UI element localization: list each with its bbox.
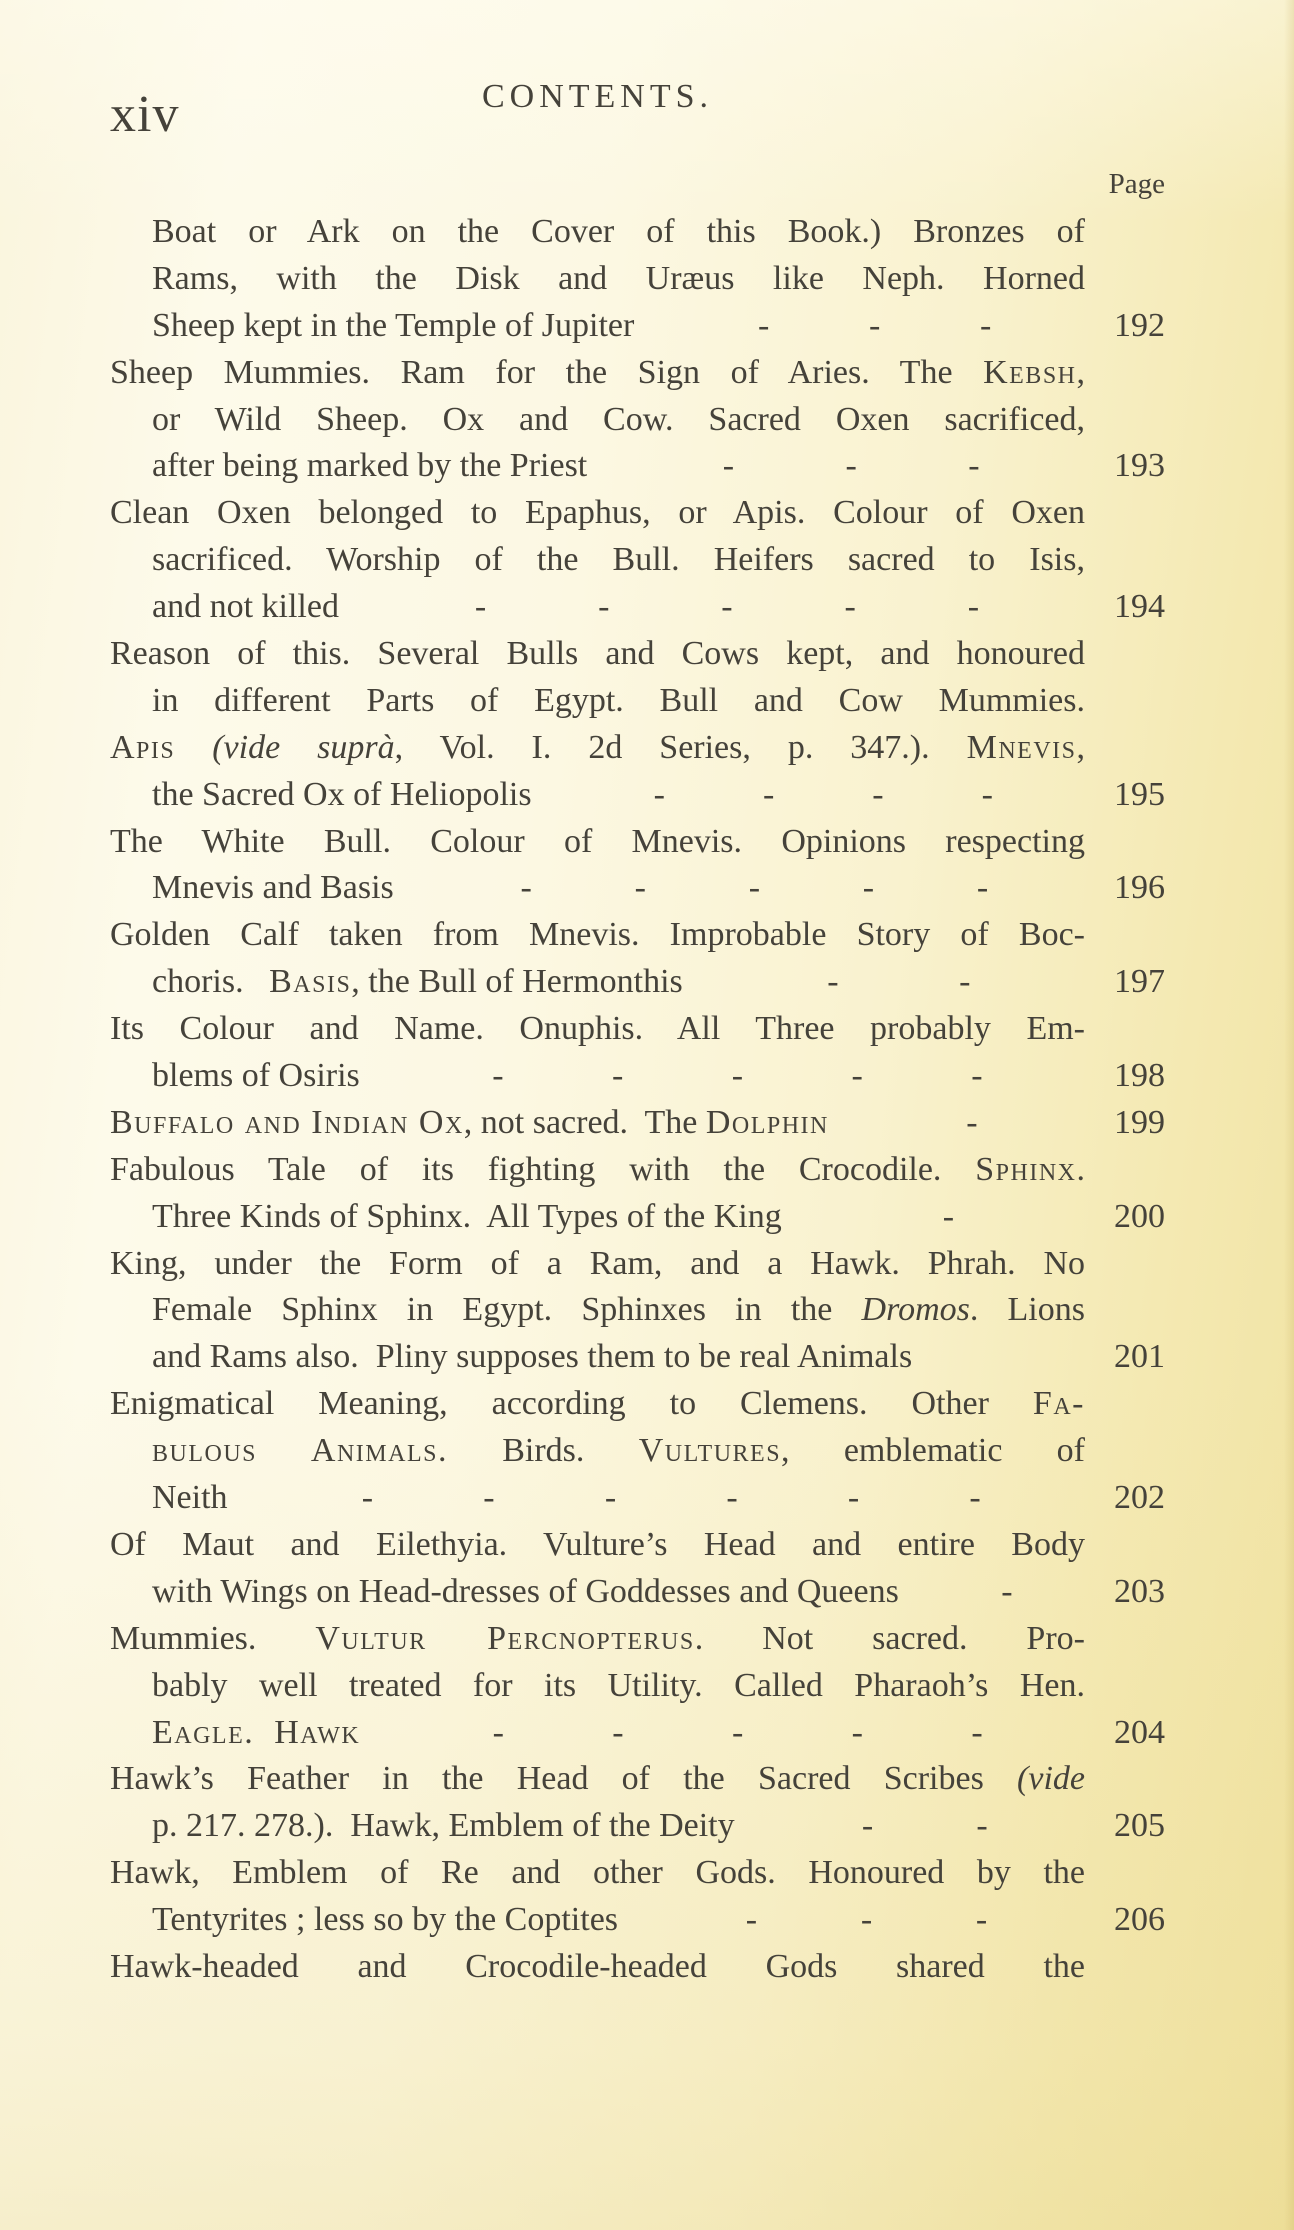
toc-entry-segment: Sphinx bbox=[975, 1150, 1077, 1188]
toc-entry-segment: Of Maut and Eilethyia. Vulture’s Head and entire Body bbox=[110, 1525, 1085, 1563]
toc-entry-segment: Mnevis and Basis bbox=[152, 869, 394, 907]
toc-entry-segment: (vide bbox=[1017, 1760, 1085, 1798]
leader-dashes bbox=[618, 1897, 1107, 1944]
leader-dash: - bbox=[845, 447, 857, 485]
toc-entry-text bbox=[152, 1194, 782, 1241]
leader-dash: - bbox=[634, 869, 646, 907]
leader-dash: - bbox=[731, 1057, 744, 1095]
toc-line bbox=[152, 256, 1085, 303]
leader-dash: - bbox=[361, 1479, 374, 1517]
leader-dash: - bbox=[976, 869, 989, 907]
toc-entry-segment: and not killed bbox=[152, 588, 339, 626]
toc-entry-text bbox=[110, 1948, 1085, 1985]
toc-entry-segment: (vide suprà bbox=[212, 728, 395, 766]
toc-entry-text bbox=[152, 1897, 618, 1944]
leader-dash: - bbox=[762, 775, 775, 813]
toc-entry-text bbox=[152, 1667, 1085, 1704]
toc-line bbox=[110, 1522, 1085, 1569]
toc-entry-text bbox=[110, 1526, 1085, 1563]
toc-entry-text bbox=[110, 729, 1085, 766]
toc-entry-segment: Tentyrites ; less so by the Coptites bbox=[152, 1901, 619, 1939]
toc-line bbox=[110, 819, 1085, 866]
leader-dash: - bbox=[611, 1057, 624, 1095]
leader-dash: - bbox=[604, 1479, 617, 1517]
toc-lines bbox=[110, 209, 1165, 1991]
leader-dash: - bbox=[861, 1807, 874, 1845]
toc-entry-text bbox=[152, 1053, 360, 1100]
toc-line bbox=[110, 1803, 1165, 1850]
toc-entry-segment: Neith bbox=[152, 1479, 228, 1517]
toc-line bbox=[110, 490, 1085, 537]
toc-entry-segment: Rams, with the Disk and Uræus like Neph. Horned bbox=[152, 259, 1085, 297]
toc-entry-text bbox=[152, 1710, 360, 1757]
toc-entry-text bbox=[152, 1475, 228, 1522]
leader-dash: - bbox=[981, 775, 993, 813]
page-number-value: 205 bbox=[1114, 1807, 1165, 1845]
toc-entry-segment: Hawk-headed and Crocodile-headed Gods shared the bbox=[110, 1947, 1085, 1985]
page-number-value: 204 bbox=[1114, 1713, 1165, 1751]
toc-entry-segment: with Wings on Head-dresses of Goddesses and Queens bbox=[152, 1572, 899, 1610]
page-number-value: 193 bbox=[1114, 447, 1165, 485]
toc-entry-segment: Vultures bbox=[638, 1432, 782, 1470]
toc-entry-segment: Kebsh bbox=[983, 353, 1077, 391]
leader-dashes bbox=[532, 772, 1107, 819]
leader-dash: - bbox=[748, 869, 761, 907]
leader-dashes bbox=[360, 1053, 1107, 1100]
toc-entry-text bbox=[152, 1569, 899, 1616]
toc-entry-segment: Hawk’s Feather in the Head of the Sacred Scribes bbox=[110, 1760, 1018, 1798]
toc-line bbox=[110, 1756, 1085, 1803]
leader-dash: - bbox=[847, 1479, 860, 1517]
leader-dash: - bbox=[483, 1479, 495, 1517]
leader-dash: - bbox=[968, 447, 980, 485]
toc-entry-segment: Dromos bbox=[861, 1291, 970, 1329]
toc-entry-text bbox=[152, 682, 1085, 719]
toc-line bbox=[152, 678, 1085, 725]
leader-dash: - bbox=[721, 588, 733, 626]
toc-entry-text bbox=[110, 1385, 1085, 1422]
toc-entry-segment: Enigmatical Meaning, according to Clemens. Other bbox=[110, 1385, 1033, 1423]
leader-dash: - bbox=[726, 1479, 738, 1517]
contents-heading: CONTENTS. bbox=[481, 78, 714, 115]
toc-entry-segment: Golden Calf taken from Mnevis. Improbable Story of Boc- bbox=[110, 916, 1085, 954]
toc-entry-segment: Buffalo and Indian Ox bbox=[110, 1103, 464, 1141]
page-number-value: 194 bbox=[1114, 588, 1165, 626]
toc-entry-segment: Birds. bbox=[447, 1432, 639, 1470]
leader-dash: - bbox=[851, 1057, 863, 1095]
toc-line bbox=[110, 584, 1165, 631]
toc-entry-segment: choris. bbox=[152, 963, 270, 1001]
toc-line bbox=[110, 1944, 1085, 1991]
leader-dashes bbox=[394, 865, 1107, 912]
toc-line bbox=[110, 303, 1165, 350]
toc-line bbox=[110, 725, 1085, 772]
leader-dashes bbox=[899, 1569, 1107, 1616]
leader-dashes bbox=[360, 1710, 1107, 1757]
toc-line bbox=[110, 1194, 1165, 1241]
toc-entry-segment: King, under the Form of a Ram, and a Hawk. Phrah. No bbox=[110, 1244, 1085, 1282]
toc-line bbox=[110, 1006, 1085, 1053]
leader-dashes bbox=[683, 959, 1107, 1006]
toc-entry-text bbox=[110, 916, 1085, 953]
toc-entry-text bbox=[110, 494, 1085, 531]
leader-dash: - bbox=[971, 1713, 983, 1751]
toc-entry-segment: after being marked by the Priest bbox=[152, 447, 588, 485]
leader-dash: - bbox=[975, 1901, 988, 1939]
toc-entry-segment: or Wild Sheep. Ox and Cow. Sacred Oxen sacrificed, bbox=[152, 400, 1085, 438]
page-column-label: Page bbox=[1108, 168, 1165, 200]
toc-line bbox=[110, 1710, 1165, 1757]
toc-line bbox=[110, 443, 1165, 490]
toc-entry-text bbox=[110, 1245, 1085, 1282]
toc-line bbox=[110, 1897, 1165, 1944]
toc-entry-text bbox=[152, 443, 587, 490]
page-number-value: 195 bbox=[1114, 775, 1165, 813]
toc-entry-segment: , bbox=[1076, 353, 1085, 391]
toc-line bbox=[110, 1053, 1165, 1100]
leader-dash: - bbox=[966, 1103, 978, 1141]
toc-entry-segment: the Sacred Ox of Heliopolis bbox=[152, 775, 532, 813]
toc-entry-text bbox=[152, 401, 1085, 438]
toc-entry-segment: in different Parts of Egypt. Bull and Cow Mummies. bbox=[152, 681, 1085, 719]
toc-entry-segment: Fabulous Tale of its fighting with the Crocodile. bbox=[110, 1150, 976, 1188]
toc-entry-segment: p. 217. 278.). Hawk, Emblem of the Deity bbox=[152, 1807, 735, 1845]
page-number-value: 196 bbox=[1114, 869, 1165, 907]
toc-line bbox=[110, 631, 1085, 678]
toc-line bbox=[110, 1147, 1085, 1194]
leader-dash: - bbox=[976, 1807, 988, 1845]
toc-entry-segment: , bbox=[1076, 728, 1085, 766]
toc-line bbox=[110, 865, 1165, 912]
toc-entry-segment: . Lions bbox=[969, 1291, 1085, 1329]
leader-dash: - bbox=[492, 1057, 504, 1095]
toc-entry-segment: Three Kinds of Sphinx. All Types of the King bbox=[152, 1197, 782, 1235]
leader-dash: - bbox=[827, 963, 839, 1001]
toc-line bbox=[110, 1334, 1165, 1381]
leader-dash: - bbox=[860, 1901, 873, 1939]
leader-dashes bbox=[735, 1803, 1107, 1850]
toc-entry-segment: sacrificed. Worship of the Bull. Heifers sacred to Isis, bbox=[152, 541, 1085, 579]
toc-entry-segment: Hawk, Emblem of Re and other Gods. Honoured by the bbox=[110, 1854, 1085, 1892]
toc-entry-text bbox=[152, 865, 394, 912]
toc-entry-segment: . bbox=[1076, 1150, 1085, 1188]
page-number-value: 202 bbox=[1114, 1479, 1165, 1517]
toc-entry-segment: , emblematic of bbox=[781, 1432, 1085, 1470]
toc-line bbox=[110, 1569, 1165, 1616]
toc-line bbox=[110, 350, 1085, 397]
toc-entry-segment: and Rams also. Pliny supposes them to be real Animals bbox=[152, 1338, 913, 1376]
toc-entry-segment: The White Bull. Colour of Mnevis. Opinions respecting bbox=[110, 822, 1085, 860]
toc-line bbox=[152, 537, 1085, 584]
leader-dash: - bbox=[980, 306, 992, 344]
leader-dash: - bbox=[745, 1901, 758, 1939]
toc-entry-text bbox=[152, 584, 339, 631]
leader-dash: - bbox=[869, 306, 881, 344]
toc-line bbox=[110, 1475, 1165, 1522]
toc-entry-segment: Vultur Percnopterus bbox=[315, 1619, 695, 1657]
toc-entry-text bbox=[152, 1803, 735, 1850]
toc-entry-segment: Dolphin bbox=[705, 1103, 829, 1141]
toc-entry-text bbox=[110, 1760, 1085, 1797]
toc-line bbox=[110, 1241, 1085, 1288]
toc-entry-text bbox=[110, 823, 1085, 860]
toc-line bbox=[110, 1616, 1085, 1663]
toc-entry-text bbox=[152, 772, 532, 819]
leader-dash: - bbox=[520, 869, 532, 907]
folio-page-number: xiv bbox=[110, 86, 180, 143]
toc-entry-text bbox=[152, 1432, 1085, 1469]
leader-dash: - bbox=[474, 588, 487, 626]
toc-entry-text bbox=[152, 541, 1085, 578]
leader-dash: - bbox=[758, 306, 770, 344]
leader-dash: - bbox=[653, 775, 665, 813]
toc-entry-text bbox=[110, 1854, 1085, 1891]
leader-dash: - bbox=[969, 1479, 981, 1517]
toc-entry-segment bbox=[175, 729, 212, 766]
toc-entry-segment: bably well treated for its Utility. Called Pharaoh’s Hen. bbox=[152, 1666, 1085, 1704]
page-number-value: 199 bbox=[1114, 1103, 1165, 1141]
toc-entry-text bbox=[152, 1334, 912, 1381]
leader-dash: - bbox=[971, 1057, 983, 1095]
toc-entry-segment: Female Sphinx in Egypt. Sphinxes in the bbox=[152, 1291, 862, 1329]
toc-line bbox=[152, 1663, 1085, 1710]
toc-entry-text bbox=[110, 354, 1085, 391]
toc-entry-text bbox=[152, 959, 683, 1006]
toc-entry-segment: Eagle. Hawk bbox=[152, 1713, 361, 1751]
page-number-value: 201 bbox=[1114, 1338, 1165, 1376]
toc-entry-text bbox=[110, 1620, 1085, 1657]
toc-entry-segment: Sheep Mummies. Ram for the Sign of Aries. The bbox=[110, 353, 984, 391]
toc-entry-segment: Apis bbox=[110, 728, 176, 766]
leader-dash: - bbox=[612, 1713, 624, 1751]
toc-line bbox=[110, 1850, 1085, 1897]
toc-entry-text bbox=[152, 303, 634, 350]
toc-entry-segment: Clean Oxen belonged to Epaphus, or Apis. Colour of Oxen bbox=[110, 494, 1085, 532]
toc-line bbox=[110, 772, 1165, 819]
toc-entry-text bbox=[110, 635, 1085, 672]
page-number-value: 198 bbox=[1114, 1057, 1165, 1095]
toc-line bbox=[152, 209, 1085, 256]
leader-dash: - bbox=[862, 869, 875, 907]
toc-entry-text bbox=[152, 260, 1085, 297]
toc-line bbox=[152, 1287, 1085, 1334]
leader-dash: - bbox=[492, 1713, 504, 1751]
page-edge-shading bbox=[1284, 0, 1294, 2230]
leader-dash: - bbox=[731, 1713, 744, 1751]
toc-entry-segment: , the Bull of Hermonthis bbox=[351, 963, 683, 1001]
toc-line bbox=[152, 1428, 1085, 1475]
leader-dash: - bbox=[1001, 1572, 1013, 1610]
toc-line bbox=[152, 397, 1085, 444]
toc-entry-segment: Reason of this. Several Bulls and Cows kept, and honoured bbox=[110, 635, 1085, 673]
page-number-value: 192 bbox=[1114, 306, 1165, 344]
page-number-value: 206 bbox=[1114, 1901, 1165, 1939]
page-number-value: 203 bbox=[1114, 1572, 1165, 1610]
toc-entry-segment: Mnevis bbox=[966, 728, 1077, 766]
leader-dash: - bbox=[872, 775, 884, 813]
toc-entry-segment: Basis bbox=[269, 963, 352, 1001]
toc-entry-segment: , not sacred. The bbox=[463, 1103, 706, 1141]
leader-dash: - bbox=[722, 447, 735, 485]
toc-line bbox=[110, 912, 1085, 959]
leader-dashes bbox=[587, 443, 1107, 490]
page-number-value: 200 bbox=[1114, 1197, 1165, 1235]
toc-entry-segment: , Vol. I. 2d Series, p. 347.). bbox=[394, 728, 967, 766]
leader-dashes bbox=[634, 303, 1107, 350]
leader-dash: - bbox=[598, 588, 610, 626]
toc-entry-segment: bulous Animals. bbox=[152, 1432, 448, 1470]
leader-dash: - bbox=[959, 963, 971, 1001]
toc-entry-segment: . Not sacred. Pro- bbox=[694, 1619, 1085, 1657]
toc-entry-text bbox=[110, 1010, 1085, 1047]
toc-line bbox=[110, 959, 1165, 1006]
toc-entry-text bbox=[110, 1100, 829, 1147]
leader-dashes bbox=[782, 1194, 1107, 1241]
leader-dashes bbox=[339, 584, 1107, 631]
leader-dash: - bbox=[851, 1713, 863, 1751]
leader-dashes bbox=[228, 1475, 1107, 1522]
leader-dashes bbox=[829, 1100, 1107, 1147]
toc-entry-text bbox=[152, 213, 1085, 250]
toc-entry-text bbox=[110, 1151, 1085, 1188]
toc-line bbox=[110, 1100, 1165, 1147]
toc-entry-segment: blems of Osiris bbox=[152, 1057, 360, 1095]
leader-dash: - bbox=[942, 1197, 955, 1235]
toc-entry-segment: Mummies. bbox=[110, 1619, 316, 1657]
toc-entry-text bbox=[152, 1291, 1085, 1328]
toc-entry-segment: Its Colour and Name. Onuphis. All Three probably Em- bbox=[110, 1010, 1085, 1048]
leader-dash: - bbox=[967, 588, 980, 626]
toc-entry-segment: Fa- bbox=[1032, 1385, 1085, 1423]
toc-line bbox=[110, 1381, 1085, 1428]
toc-entry-segment: Sheep kept in the Temple of Jupiter bbox=[152, 306, 635, 344]
leader-dash: - bbox=[844, 588, 856, 626]
page-number-value: 197 bbox=[1114, 963, 1165, 1001]
toc-entry-segment: Boat or Ark on the Cover of this Book.) Bronzes of bbox=[152, 213, 1085, 250]
